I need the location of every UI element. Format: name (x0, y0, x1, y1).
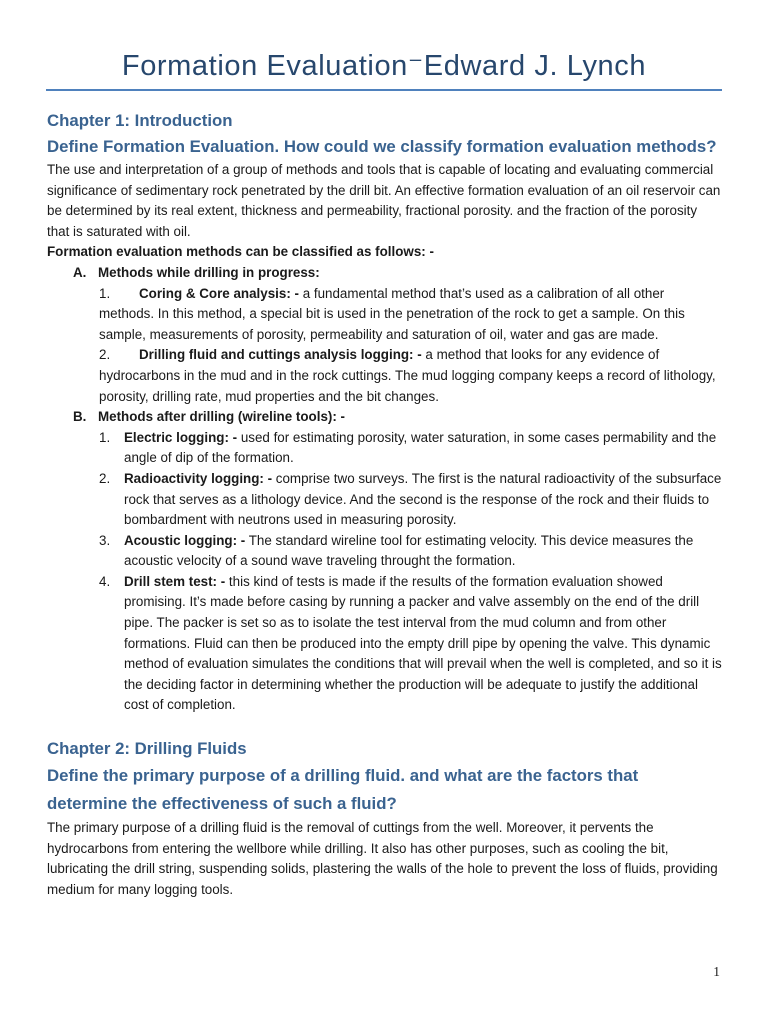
list-number: 2. (99, 347, 111, 363)
list-item-coring (47, 284, 723, 346)
text-radioactivity: comprise two surveys. The first is the natural radioactivity of the subsurface rock that serves as a lithology device. And the second is the response of the rock and their fluids to bombardment with neutrons used in measuring porosity. (124, 470, 722, 528)
term-electric: Electric logging: - (124, 429, 238, 445)
term-drilling-fluid: Drilling fluid and cuttings analysis logging: - (139, 347, 422, 363)
section-b-title: Methods after drilling (wireline tools): - (98, 409, 345, 425)
chapter-2-text: The primary purpose of a drilling fluid is the removal of cuttings from the well. Moreover, it pervents the hydrocarbons from entering the wellbore while drilling. It also has other purposes, such as cooling the bit, lubricating the drill string, suspending solids, plastering the walls of the hole to prevent the loss of fluids, providing medium for many logging tools. (47, 820, 718, 897)
term-drill-stem: Drill stem test: - (124, 573, 226, 589)
list-item-acoustic (47, 531, 723, 572)
term-radioactivity: Radioactivity logging: - (124, 470, 273, 486)
list-number: 2. (99, 470, 111, 486)
term-coring: Coring & Core analysis: - (139, 285, 299, 301)
document-title: Formation Evaluation⁻Edward J. Lynch (121, 50, 647, 82)
text-acoustic: The standard wireline tool for estimating velocity. This device measures the acoustic velocity of a sound wave traveling throught the formation. (124, 532, 694, 569)
list-item-drilling-fluid (47, 345, 723, 407)
list-item-radioactivity (47, 469, 723, 531)
section-a-title: Methods while drilling in progress: (98, 264, 320, 280)
document-body (47, 108, 723, 900)
text-electric: used for estimating porosity, water saturation, in some cases permability and the angle of dip of the formation. (124, 429, 717, 466)
list-number: 3. (99, 532, 111, 548)
section-spacer (47, 716, 723, 736)
section-a (47, 263, 723, 284)
page-number: 1 (713, 964, 720, 979)
section-b-label: B. (73, 409, 87, 425)
term-acoustic: Acoustic logging: - (124, 532, 246, 548)
section-b (47, 407, 723, 428)
classification-lead: Formation evaluation methods can be classified as follows: - (47, 244, 434, 260)
title-divider (46, 89, 722, 91)
text-coring: a fundamental method that’s used as a calibration of all other methods. In this method, a special bit is used in the penetration of the rock to get a sample. On this sample, measurements of porosity, permeability and saturation of oil, water and gas are made. (99, 285, 685, 342)
chapter-2-question: Define the primary purpose of a drilling fluid. and what are the factors that determine the effectiveness of such a fluid? (47, 766, 639, 814)
list-number: 1. (99, 429, 111, 445)
list-number: 4. (99, 573, 111, 589)
section-a-label: A. (73, 264, 87, 280)
chapter-1-question: Define Formation Evaluation. How could we classify formation evaluation methods? (47, 137, 717, 156)
list-number: 1. (99, 285, 111, 301)
list-item-drill-stem (47, 572, 723, 716)
chapter-2-heading: Chapter 2: Drilling Fluids (47, 739, 247, 759)
chapter-1-intro: The use and interpretation of a group of methods and tools that is capable of locating and evaluating commercial significance of sedimentary rock penetrated by the drill bit. An effective formation evaluation of an oil reservoir can be determined by its real extent, thickness and permeability, fractional porosity. and the fraction of the porosity that is saturated with oil. (47, 162, 721, 239)
list-item-electric (47, 428, 723, 469)
chapter-1-heading: Chapter 1: Introduction (47, 111, 233, 130)
text-drill-stem: this kind of tests is made if the results of the formation evaluation showed promising. It’s made before casing by running a packer and valve assembly on the end of the drill pipe. The packer is set so as to isolate the test interval from the mud column and from other formations. Fluid can then be produced into the empty drill pipe by opening the valve. This dynamic method of evaluation simulates the conditions that will prevail when the well is completed, and so it is the deciding factor in determining whether the production will be adequate to justify the additional cost of completion. (124, 573, 722, 713)
text-drilling-fluid: a method that looks for any evidence of hydrocarbons in the mud and in the rock cuttings. The mud logging company keeps a record of lithology, porosity, drilling rate, mud properties and the bit changes. (99, 347, 716, 404)
